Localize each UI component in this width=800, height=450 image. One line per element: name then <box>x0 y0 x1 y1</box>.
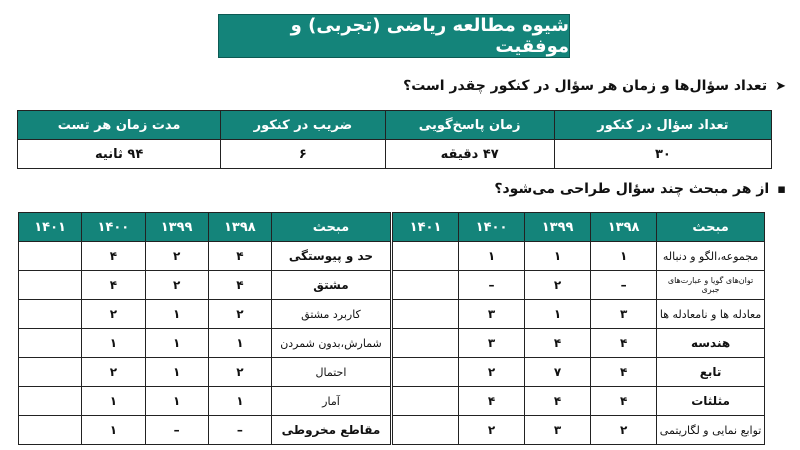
count-cell: ۲ <box>459 358 525 387</box>
count-cell: ۱ <box>591 242 657 271</box>
summary-header-row <box>18 111 772 140</box>
topic-cell: مجموعه،الگو و دنباله <box>657 242 765 271</box>
count-cell <box>19 300 82 329</box>
count-cell: ۳ <box>525 416 591 445</box>
count-cell: ۲ <box>459 416 525 445</box>
count-cell: ۲ <box>208 358 271 387</box>
question-1-text: تعداد سؤال‌ها و زمان هر سؤال در کنکور چقدر است؟ <box>403 78 768 94</box>
count-cell: – <box>459 271 525 300</box>
header-year: ۱۳۹۸ <box>208 213 271 242</box>
header-year: ۱۳۹۸ <box>591 213 657 242</box>
question-2 <box>494 178 786 200</box>
header-year: ۱۳۹۹ <box>525 213 591 242</box>
count-cell: ۱ <box>82 416 145 445</box>
count-cell: ۲ <box>82 358 145 387</box>
count-cell <box>19 329 82 358</box>
count-cell: ۲ <box>145 271 208 300</box>
table-row <box>19 358 391 387</box>
count-cell <box>393 416 459 445</box>
count-cell: ۳ <box>591 300 657 329</box>
topic-cell: شمارش،بدون شمردن <box>271 329 390 358</box>
count-cell <box>19 358 82 387</box>
header-year: ۱۴۰۰ <box>82 213 145 242</box>
square-bullet-icon: ▪ <box>777 181 786 197</box>
count-cell: ۴ <box>208 271 271 300</box>
question-2-text: از هر مبحث چند سؤال طراحی می‌شود؟ <box>494 181 770 197</box>
header-year: ۱۳۹۹ <box>145 213 208 242</box>
count-cell: ۱ <box>525 300 591 329</box>
count-cell: ۴ <box>208 242 271 271</box>
table-row <box>393 242 765 271</box>
count-cell: ۳ <box>459 300 525 329</box>
header-answer-time: زمان پاسخ‌گویی <box>385 111 554 140</box>
count-cell: ۱ <box>82 329 145 358</box>
table-row <box>19 387 391 416</box>
arrow-bullet-icon: ➤ <box>775 78 786 94</box>
table-header-row <box>19 213 391 242</box>
value-coefficient: ۶ <box>221 140 385 169</box>
count-cell: ۴ <box>525 329 591 358</box>
header-topic: مبحث <box>657 213 765 242</box>
header-question-count: تعداد سؤال در کنکور <box>554 111 771 140</box>
topic-cell: حد و پیوستگی <box>271 242 390 271</box>
topic-cell: مقاطع مخروطی <box>271 416 390 445</box>
page-title: شیوه مطالعه ریاضی (تجربی) و موفقیت <box>218 14 570 58</box>
count-cell: ۴ <box>82 242 145 271</box>
count-cell: ۲ <box>525 271 591 300</box>
count-cell: ۲ <box>208 300 271 329</box>
table-header-row <box>393 213 765 242</box>
count-cell <box>393 300 459 329</box>
topic-cell: آمار <box>271 387 390 416</box>
topic-cell: توابع نمایی و لگاریتمی <box>657 416 765 445</box>
count-cell <box>19 271 82 300</box>
topic-cell: مشتق <box>271 271 390 300</box>
count-cell: – <box>591 271 657 300</box>
count-cell: – <box>208 416 271 445</box>
topics-table-right <box>392 212 765 445</box>
count-cell <box>393 358 459 387</box>
topic-cell: معادله ها و نامعادله ها <box>657 300 765 329</box>
count-cell: ۲ <box>145 242 208 271</box>
topics-table-left <box>18 212 391 445</box>
table-row <box>19 300 391 329</box>
topic-cell: توان‌های گویا و عبارت‌های جبری <box>657 271 765 300</box>
count-cell: ۳ <box>459 329 525 358</box>
count-cell: ۴ <box>591 358 657 387</box>
summary-table <box>17 110 772 169</box>
count-cell: ۱ <box>145 300 208 329</box>
topic-cell: تابع <box>657 358 765 387</box>
count-cell: ۴ <box>591 329 657 358</box>
count-cell: ۷ <box>525 358 591 387</box>
table-row <box>393 416 765 445</box>
count-cell: ۱ <box>82 387 145 416</box>
count-cell: ۱ <box>525 242 591 271</box>
count-cell <box>393 329 459 358</box>
header-year: ۱۴۰۰ <box>459 213 525 242</box>
topic-cell: احتمال <box>271 358 390 387</box>
header-year: ۱۴۰۱ <box>19 213 82 242</box>
value-answer-time: ۴۷ دقیقه <box>385 140 554 169</box>
count-cell <box>19 416 82 445</box>
count-cell: ۱ <box>145 358 208 387</box>
value-question-count: ۳۰ <box>554 140 771 169</box>
summary-value-row <box>18 140 772 169</box>
header-year: ۱۴۰۱ <box>393 213 459 242</box>
count-cell <box>393 271 459 300</box>
count-cell: ۱ <box>145 387 208 416</box>
count-cell: ۴ <box>459 387 525 416</box>
header-topic: مبحث <box>271 213 390 242</box>
topic-cell: کاربرد مشتق <box>271 300 390 329</box>
table-row <box>19 329 391 358</box>
table-row <box>393 329 765 358</box>
value-time-per-test: ۹۴ ثانیه <box>18 140 221 169</box>
header-time-per-test: مدت زمان هر تست <box>18 111 221 140</box>
count-cell: ۱ <box>208 329 271 358</box>
table-row <box>19 416 391 445</box>
count-cell: ۴ <box>591 387 657 416</box>
count-cell: ۴ <box>525 387 591 416</box>
count-cell: ۱ <box>145 329 208 358</box>
question-1 <box>403 75 786 97</box>
header-coefficient: ضریب در کنکور <box>221 111 385 140</box>
topic-cell: مثلثات <box>657 387 765 416</box>
count-cell: ۲ <box>82 300 145 329</box>
table-row <box>393 358 765 387</box>
count-cell: ۱ <box>208 387 271 416</box>
count-cell: – <box>145 416 208 445</box>
count-cell: ۱ <box>459 242 525 271</box>
count-cell <box>393 387 459 416</box>
table-row <box>393 387 765 416</box>
table-row <box>19 271 391 300</box>
topic-cell: هندسه <box>657 329 765 358</box>
count-cell: ۲ <box>591 416 657 445</box>
count-cell <box>19 242 82 271</box>
count-cell: ۴ <box>82 271 145 300</box>
count-cell <box>393 242 459 271</box>
table-row <box>393 271 765 300</box>
table-row <box>393 300 765 329</box>
table-row <box>19 242 391 271</box>
count-cell <box>19 387 82 416</box>
